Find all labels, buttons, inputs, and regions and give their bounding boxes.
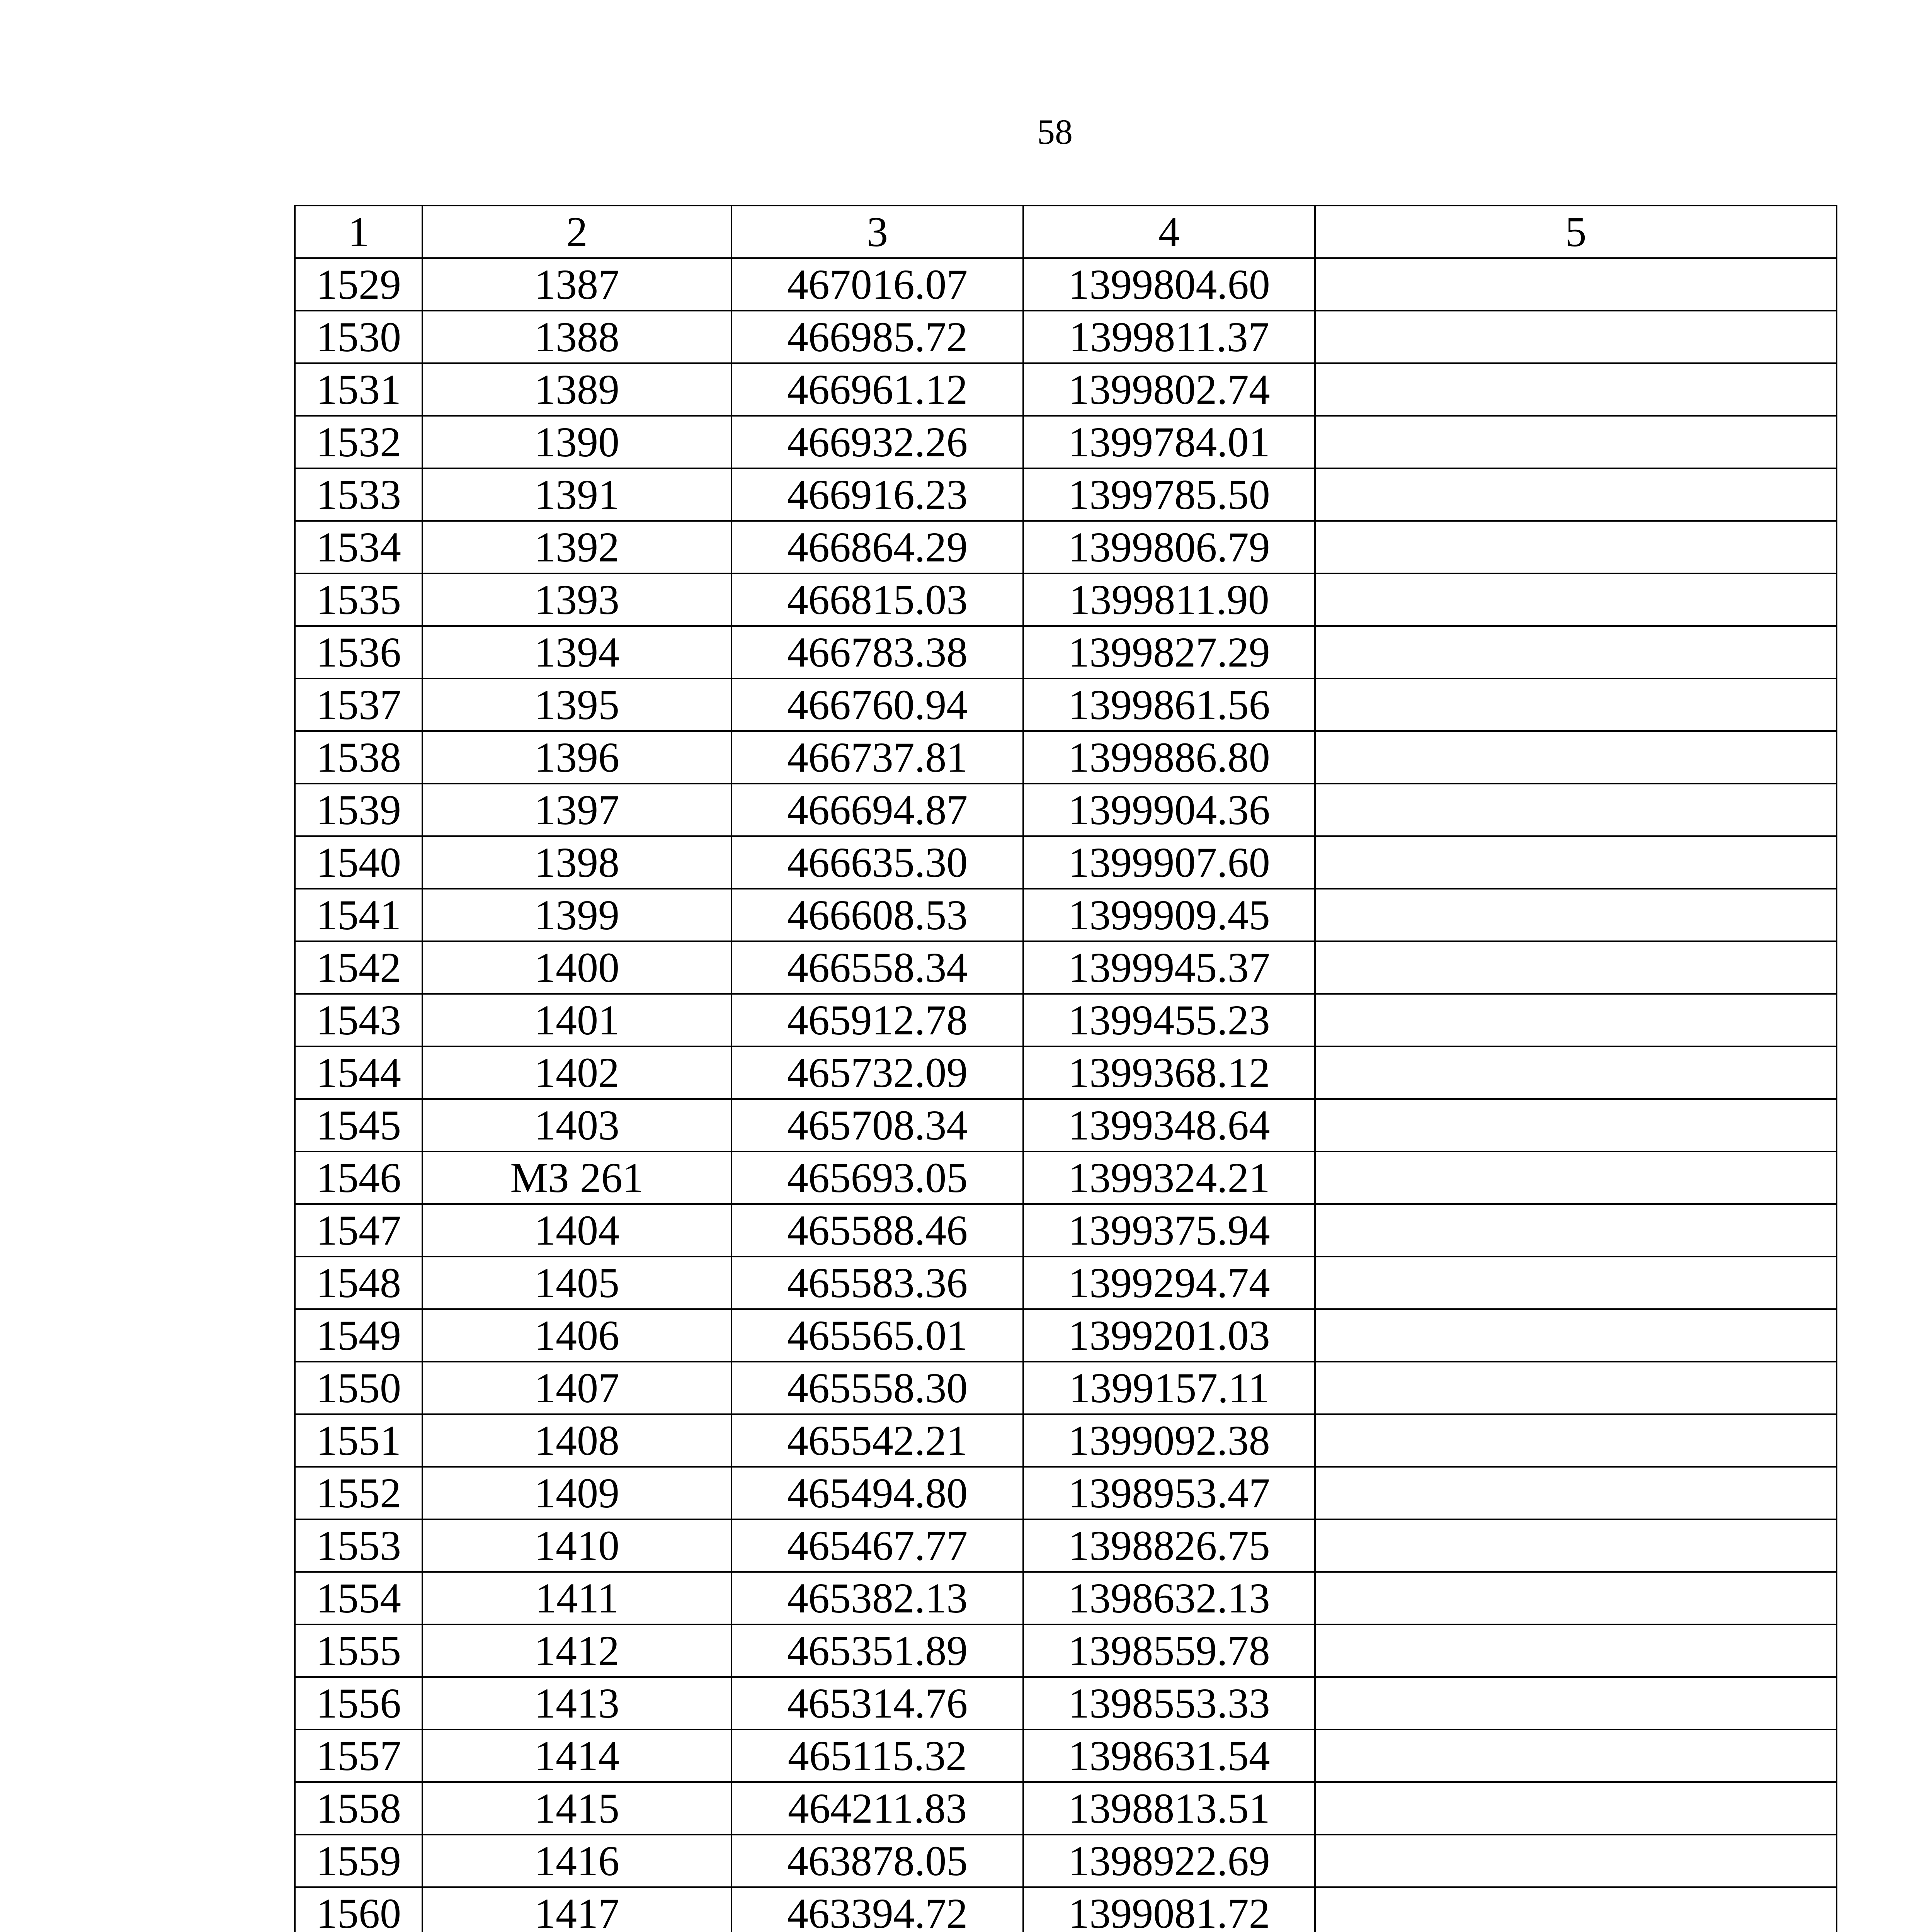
table-cell: 463878.05 (731, 1835, 1023, 1887)
table-cell: 1536 (295, 626, 422, 679)
header-cell: 4 (1023, 206, 1315, 258)
table-cell: 1398 (422, 836, 731, 889)
table-cell (1315, 521, 1837, 573)
table-cell: 1399348.64 (1023, 1099, 1315, 1151)
table-cell: 465588.46 (731, 1204, 1023, 1257)
table-row (295, 1572, 1837, 1624)
table-row (295, 1730, 1837, 1782)
table-cell: 1399785.50 (1023, 468, 1315, 521)
table-cell: 466558.34 (731, 941, 1023, 994)
table-cell: 466760.94 (731, 679, 1023, 731)
table-cell: 1398559.78 (1023, 1624, 1315, 1677)
table-cell: 1543 (295, 994, 422, 1046)
table-cell (1315, 836, 1837, 889)
table-cell: 1559 (295, 1835, 422, 1887)
table-cell: 1398813.51 (1023, 1782, 1315, 1835)
table-cell (1315, 626, 1837, 679)
table-cell: 1399827.29 (1023, 626, 1315, 679)
table-cell: 1405 (422, 1257, 731, 1309)
table-cell: 1399784.01 (1023, 416, 1315, 468)
table-cell: 1395 (422, 679, 731, 731)
table-cell (1315, 1414, 1837, 1467)
table-cell: 1392 (422, 521, 731, 573)
table-cell: 1399201.03 (1023, 1309, 1315, 1362)
header-cell: 1 (295, 206, 422, 258)
header-cell: 2 (422, 206, 731, 258)
table-cell (1315, 784, 1837, 836)
table-cell: 1399294.74 (1023, 1257, 1315, 1309)
table-cell: 1533 (295, 468, 422, 521)
table-cell: 1554 (295, 1572, 422, 1624)
table-cell: 465494.80 (731, 1467, 1023, 1519)
table-cell (1315, 1151, 1837, 1204)
table-cell: 1542 (295, 941, 422, 994)
table-cell: 465912.78 (731, 994, 1023, 1046)
table-cell (1315, 1782, 1837, 1835)
table-cell: 1393 (422, 573, 731, 626)
table-cell: 1390 (422, 416, 731, 468)
table-row (295, 1414, 1837, 1467)
table-cell (1315, 731, 1837, 784)
table-cell: 465351.89 (731, 1624, 1023, 1677)
table-row (295, 1204, 1837, 1257)
table-cell: 1399909.45 (1023, 889, 1315, 941)
table-cell (1315, 889, 1837, 941)
table-cell (1315, 1572, 1837, 1624)
table-cell: 1413 (422, 1677, 731, 1730)
table-cell: 1400 (422, 941, 731, 994)
table-cell: 465467.77 (731, 1519, 1023, 1572)
table-cell: 1557 (295, 1730, 422, 1782)
table-cell (1315, 1677, 1837, 1730)
table-cell: 1387 (422, 258, 731, 311)
table-cell (1315, 1624, 1837, 1677)
table-row (295, 784, 1837, 836)
table-cell (1315, 679, 1837, 731)
table-cell: 465583.36 (731, 1257, 1023, 1309)
table-cell: 466815.03 (731, 573, 1023, 626)
table-row (295, 626, 1837, 679)
table-cell: 1398631.54 (1023, 1730, 1315, 1782)
table-cell: 1399 (422, 889, 731, 941)
table-row (295, 994, 1837, 1046)
table-cell: 1414 (422, 1730, 731, 1782)
table-cell: 1398553.33 (1023, 1677, 1315, 1730)
table-cell: 1560 (295, 1887, 422, 1932)
table-cell: 466864.29 (731, 521, 1023, 573)
table-row (295, 1782, 1837, 1835)
table-cell: 1553 (295, 1519, 422, 1572)
table-cell: 1399455.23 (1023, 994, 1315, 1046)
table-cell: 465732.09 (731, 1046, 1023, 1099)
table-cell: 465382.13 (731, 1572, 1023, 1624)
table-cell: 1399802.74 (1023, 363, 1315, 416)
table-cell: 1546 (295, 1151, 422, 1204)
table-cell: 465708.34 (731, 1099, 1023, 1151)
table-cell: 1538 (295, 731, 422, 784)
table-cell: 1550 (295, 1362, 422, 1414)
table-cell: 1407 (422, 1362, 731, 1414)
table-cell (1315, 1835, 1837, 1887)
table-row (295, 258, 1837, 311)
table-cell: 1401 (422, 994, 731, 1046)
table-cell: 1399907.60 (1023, 836, 1315, 889)
table-cell (1315, 941, 1837, 994)
table-cell (1315, 468, 1837, 521)
table-cell: 1551 (295, 1414, 422, 1467)
table-row (295, 889, 1837, 941)
table-cell (1315, 311, 1837, 363)
table-cell: 1416 (422, 1835, 731, 1887)
table-cell (1315, 573, 1837, 626)
table-cell: 1398953.47 (1023, 1467, 1315, 1519)
table-cell (1315, 1257, 1837, 1309)
table-cell: 1399081.72 (1023, 1887, 1315, 1932)
table-cell: 1545 (295, 1099, 422, 1151)
table-row (295, 363, 1837, 416)
table-row (295, 1887, 1837, 1932)
table-cell: 1399861.56 (1023, 679, 1315, 731)
table-cell: 1529 (295, 258, 422, 311)
table-cell (1315, 1204, 1837, 1257)
table-cell (1315, 1519, 1837, 1572)
table-cell: 463394.72 (731, 1887, 1023, 1932)
table-cell: 1549 (295, 1309, 422, 1362)
table-cell: 465693.05 (731, 1151, 1023, 1204)
table-cell (1315, 258, 1837, 311)
table-cell: 1552 (295, 1467, 422, 1519)
table-cell: 1540 (295, 836, 422, 889)
table-row (295, 1309, 1837, 1362)
table-cell: 467016.07 (731, 258, 1023, 311)
table-row (295, 1151, 1837, 1204)
table-cell: 465115.32 (731, 1730, 1023, 1782)
table-cell: 1409 (422, 1467, 731, 1519)
table-cell: 464211.83 (731, 1782, 1023, 1835)
table-cell: МЗ 261 (422, 1151, 731, 1204)
table-cell (1315, 1730, 1837, 1782)
table-row (295, 1257, 1837, 1309)
table-cell: 1555 (295, 1624, 422, 1677)
table-cell: 1537 (295, 679, 422, 731)
table-cell: 1530 (295, 311, 422, 363)
table-row (295, 941, 1837, 994)
table-cell: 1389 (422, 363, 731, 416)
table-cell: 466737.81 (731, 731, 1023, 784)
table-cell (1315, 994, 1837, 1046)
table-header (295, 206, 1837, 258)
table-cell: 1547 (295, 1204, 422, 1257)
table-row (295, 1099, 1837, 1151)
table-cell: 1397 (422, 784, 731, 836)
table-cell: 1398826.75 (1023, 1519, 1315, 1572)
table-cell (1315, 1362, 1837, 1414)
table-cell: 1399324.21 (1023, 1151, 1315, 1204)
table-cell (1315, 1099, 1837, 1151)
table-cell: 1548 (295, 1257, 422, 1309)
table-cell: 1399368.12 (1023, 1046, 1315, 1099)
table-cell: 1544 (295, 1046, 422, 1099)
table-cell: 1556 (295, 1677, 422, 1730)
table-cell: 465314.76 (731, 1677, 1023, 1730)
table-cell: 1399157.11 (1023, 1362, 1315, 1414)
table-cell: 1398632.13 (1023, 1572, 1315, 1624)
table-cell (1315, 1309, 1837, 1362)
table-cell: 466961.12 (731, 363, 1023, 416)
header-cell: 5 (1315, 206, 1837, 258)
table-row (295, 1467, 1837, 1519)
header-cell: 3 (731, 206, 1023, 258)
table-cell: 1388 (422, 311, 731, 363)
table-row (295, 1677, 1837, 1730)
table-cell: 1399886.80 (1023, 731, 1315, 784)
table-body (295, 258, 1837, 1932)
table-cell (1315, 363, 1837, 416)
table-cell: 466635.30 (731, 836, 1023, 889)
table-cell (1315, 1046, 1837, 1099)
table-cell: 1404 (422, 1204, 731, 1257)
table-cell: 1408 (422, 1414, 731, 1467)
table-row (295, 573, 1837, 626)
table-cell: 1531 (295, 363, 422, 416)
table-cell: 1391 (422, 468, 731, 521)
table-cell: 466608.53 (731, 889, 1023, 941)
table-cell: 1399904.36 (1023, 784, 1315, 836)
page-number: 58 (1037, 112, 1073, 151)
table-cell: 1406 (422, 1309, 731, 1362)
table-cell: 1403 (422, 1099, 731, 1151)
table-cell: 1399092.38 (1023, 1414, 1315, 1467)
header-row (295, 206, 1837, 258)
table-row (295, 1046, 1837, 1099)
table-row (295, 468, 1837, 521)
table-cell: 465565.01 (731, 1309, 1023, 1362)
table-cell (1315, 1467, 1837, 1519)
table-cell: 1558 (295, 1782, 422, 1835)
table-cell: 1541 (295, 889, 422, 941)
table-row (295, 416, 1837, 468)
table-cell: 1402 (422, 1046, 731, 1099)
table-cell: 1410 (422, 1519, 731, 1572)
table-row (295, 521, 1837, 573)
table-cell: 466916.23 (731, 468, 1023, 521)
table-cell: 1399811.37 (1023, 311, 1315, 363)
table-row (295, 836, 1837, 889)
table-row (295, 311, 1837, 363)
table-cell (1315, 1887, 1837, 1932)
table-cell: 1415 (422, 1782, 731, 1835)
table-cell: 466932.26 (731, 416, 1023, 468)
table-cell: 1399806.79 (1023, 521, 1315, 573)
table-row (295, 679, 1837, 731)
table-cell: 1399804.60 (1023, 258, 1315, 311)
table-cell: 1398922.69 (1023, 1835, 1315, 1887)
table-cell: 1539 (295, 784, 422, 836)
table-cell: 1535 (295, 573, 422, 626)
coordinates-table (294, 205, 1837, 1932)
table-cell: 466985.72 (731, 311, 1023, 363)
table-row (295, 1519, 1837, 1572)
table-cell: 1412 (422, 1624, 731, 1677)
table-cell: 1399375.94 (1023, 1204, 1315, 1257)
table-row (295, 731, 1837, 784)
table-cell: 1396 (422, 731, 731, 784)
table-row (295, 1835, 1837, 1887)
table-row (295, 1624, 1837, 1677)
table-cell: 465542.21 (731, 1414, 1023, 1467)
table-cell: 1399945.37 (1023, 941, 1315, 994)
table-cell: 466694.87 (731, 784, 1023, 836)
table-cell: 466783.38 (731, 626, 1023, 679)
table-cell: 1411 (422, 1572, 731, 1624)
table-cell: 1532 (295, 416, 422, 468)
table-row (295, 1362, 1837, 1414)
table-cell: 1417 (422, 1887, 731, 1932)
table-cell: 1394 (422, 626, 731, 679)
table-cell (1315, 416, 1837, 468)
table-cell: 1399811.90 (1023, 573, 1315, 626)
table-cell: 1534 (295, 521, 422, 573)
table-cell: 465558.30 (731, 1362, 1023, 1414)
